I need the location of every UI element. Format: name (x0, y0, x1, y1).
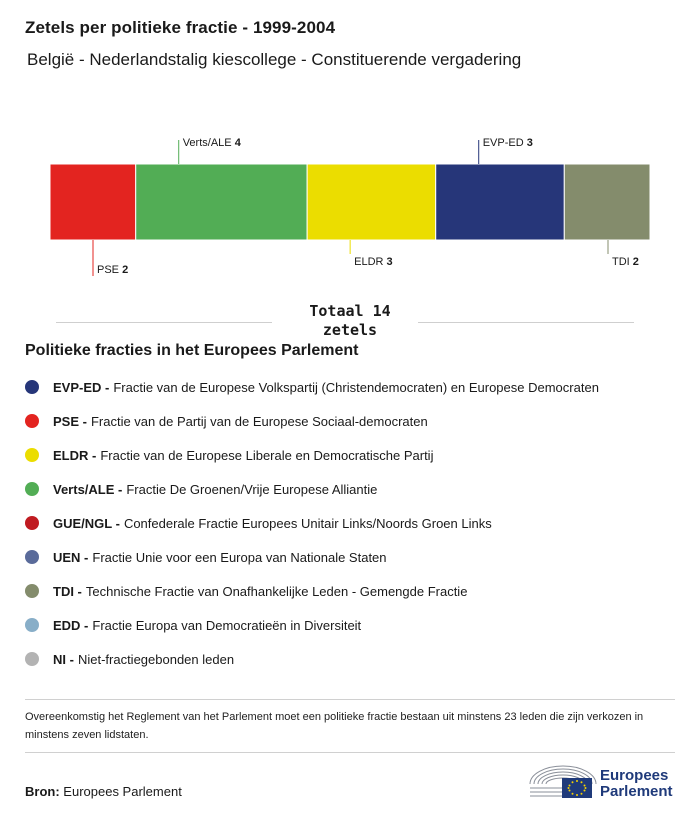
legend-dot-icon (25, 516, 39, 530)
source-label: Bron: (25, 784, 60, 799)
legend-abbr: Verts/ALE - (53, 481, 123, 497)
legend-item (25, 608, 599, 642)
legend-dot-icon (25, 652, 39, 666)
legend-abbr: EDD - (53, 617, 89, 633)
bar-segment-tdi (564, 164, 650, 240)
segment-label-eldr: ELDR 3 (354, 256, 393, 268)
divider-bottom (25, 752, 675, 753)
legend-item (25, 472, 599, 506)
bar-segment-eldr (307, 164, 436, 240)
legend-abbr: NI - (53, 651, 74, 667)
total-seats-line1: Totaal 14 (309, 302, 391, 320)
stacked-seat-bar (0, 0, 700, 300)
bar-segment-pse (50, 164, 136, 240)
segment-label-tdi: TDI 2 (612, 256, 639, 268)
bar-segment-verts-ale (136, 164, 307, 240)
legend-dot-icon (25, 550, 39, 564)
legend-abbr: TDI - (53, 583, 82, 599)
legend-abbr: ELDR - (53, 447, 97, 463)
total-seats-line2: zetels (322, 321, 378, 339)
legend-item (25, 506, 599, 540)
logo-line2: Parlement (600, 783, 673, 800)
source-line (25, 784, 182, 799)
legend-desc: Niet-fractiegebonden leden (77, 651, 235, 667)
legend-dot-icon (25, 482, 39, 496)
legend-desc: Fractie Europa van Democratieën in Diversiteit (92, 617, 362, 633)
total-seats (0, 302, 700, 340)
legend-desc: Confederale Fractie Europees Unitair Links/Noords Groen Links (123, 515, 492, 531)
legend-list (25, 370, 599, 676)
logo-line1: Europees (600, 767, 669, 784)
legend-desc: Fractie Unie voor een Europa van Nationale Staten (92, 549, 387, 565)
source-value: Europees Parlement (63, 784, 182, 799)
legend-item (25, 574, 599, 608)
legend-desc: Fractie De Groenen/Vrije Europese Alliantie (126, 481, 378, 497)
legend-item (25, 642, 599, 676)
legend-title: Politieke fracties in het Europees Parlement (25, 342, 359, 359)
legend-desc: Fractie van de Europese Volkspartij (Christendemocraten) en Europese Democraten (113, 379, 599, 395)
bar-segment-evp-ed (436, 164, 565, 240)
legend-item (25, 438, 599, 472)
segment-label-pse: PSE 2 (97, 264, 129, 276)
divider-top (25, 699, 675, 700)
footnote: Overeenkomstig het Reglement van het Parlement moet een politieke fractie bestaan uit minstens 23 leden die zijn verkozen in minstens zeven lidstaten. (25, 711, 644, 741)
chart-subtitle: België - Nederlandstalig kiescollege - Constituerende vergadering (27, 50, 522, 69)
legend-item (25, 370, 599, 404)
legend-abbr: UEN - (53, 549, 89, 565)
legend-dot-icon (25, 584, 39, 598)
legend-dot-icon (25, 618, 39, 632)
legend-item (25, 404, 599, 438)
chart-title: Zetels per politieke fractie - 1999-2004 (25, 18, 336, 37)
legend-dot-icon (25, 448, 39, 462)
legend-desc: Fractie van de Partij van de Europese Sociaal-democraten (90, 413, 428, 429)
legend-item (25, 540, 599, 574)
segment-label-verts-ale: Verts/ALE 4 (182, 137, 241, 149)
logo-text (600, 768, 673, 800)
legend-dot-icon (25, 414, 39, 428)
legend-abbr: GUE/NGL - (53, 515, 120, 531)
legend-abbr: PSE - (53, 413, 87, 429)
segment-label-evp-ed: EVP-ED 3 (482, 137, 533, 149)
legend-dot-icon (25, 380, 39, 394)
legend-desc: Technische Fractie van Onafhankelijke Leden - Gemengde Fractie (85, 583, 468, 599)
legend-desc: Fractie van de Europese Liberale en Democratische Partij (100, 447, 434, 463)
legend-abbr: EVP-ED - (53, 379, 110, 395)
